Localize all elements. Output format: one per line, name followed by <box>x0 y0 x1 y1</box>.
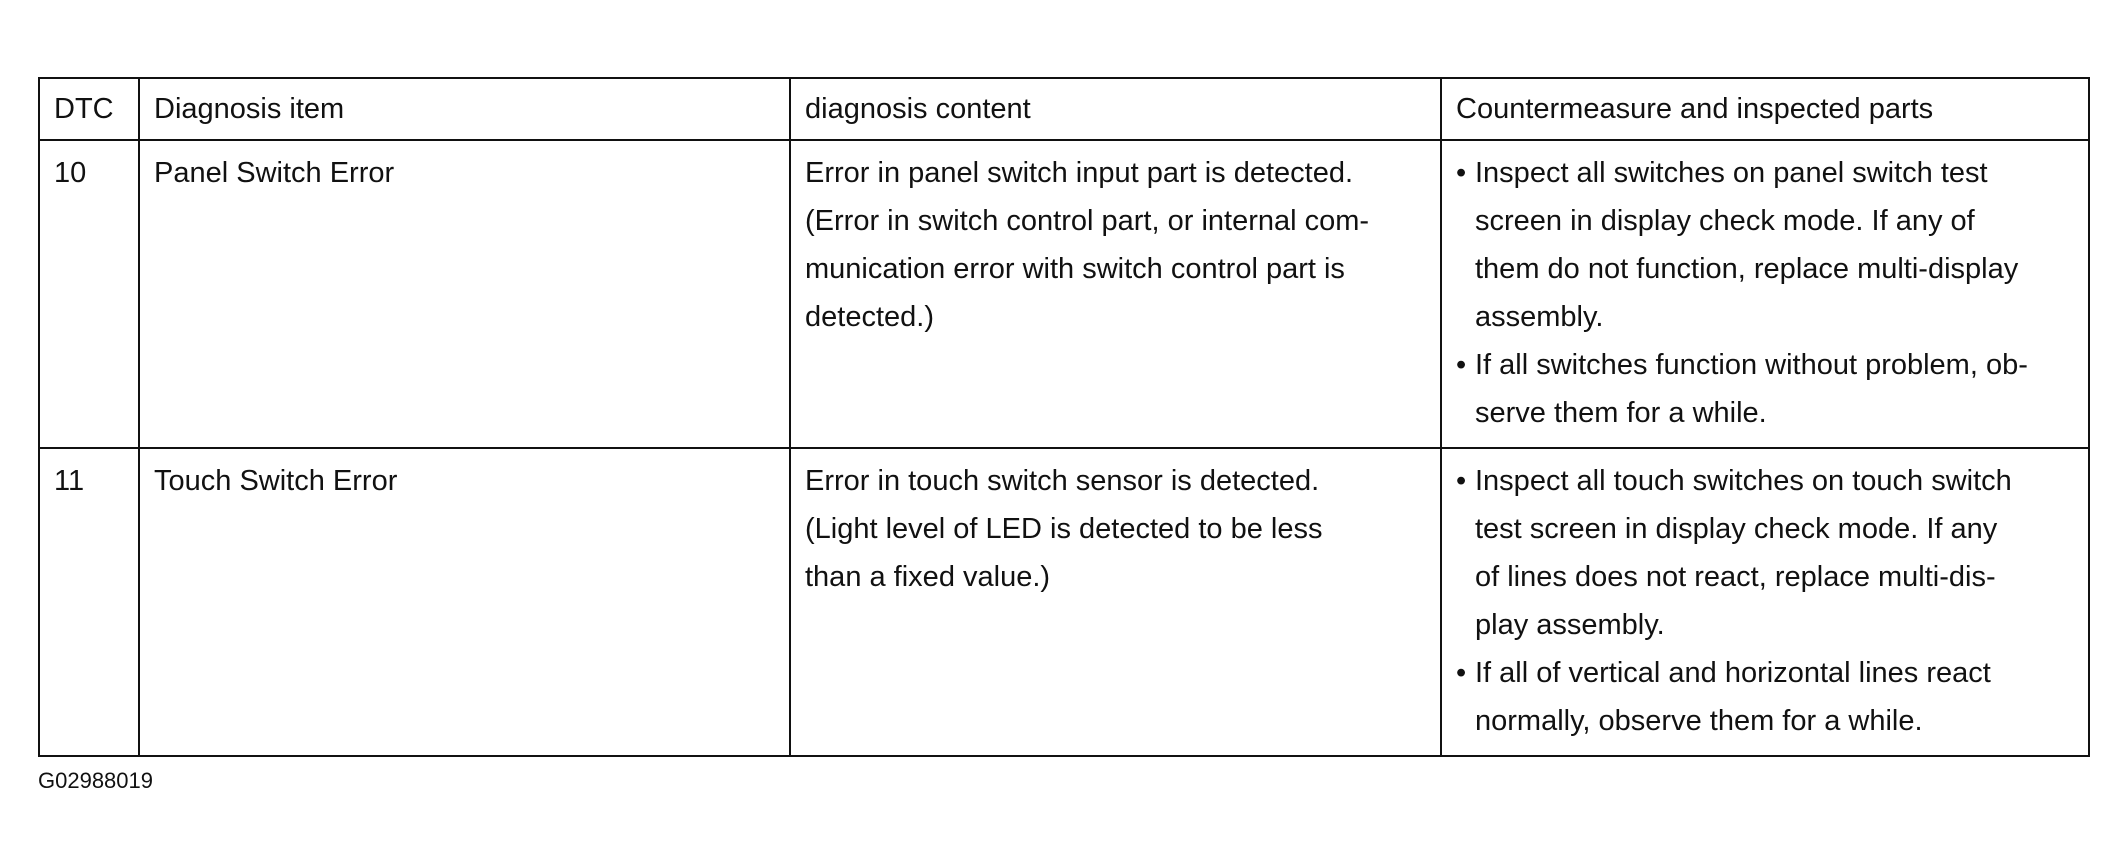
bullet-icon: • <box>1456 465 1467 497</box>
countermeasure-line: If all switches function without problem, ob- <box>1475 349 2028 381</box>
countermeasure-line: normally, observe them for a while. <box>1475 705 1923 737</box>
dtc-code: 10 <box>54 157 87 189</box>
header-countermeasure: Countermeasure and inspected parts <box>1441 78 2089 140</box>
bullet-icon: • <box>1456 157 1467 189</box>
countermeasure-bullet <box>1456 457 2074 649</box>
header-dtc: DTC <box>39 78 139 140</box>
dtc-code: 11 <box>54 465 85 497</box>
countermeasure-bullet <box>1456 149 2074 341</box>
countermeasure-line: If all of vertical and horizontal lines react <box>1475 657 1991 689</box>
content-line: Error in touch switch sensor is detected. <box>805 465 1320 497</box>
figure-id-label: G02988019 <box>38 768 153 793</box>
countermeasure-bullet <box>1456 341 2074 437</box>
cell-diagnosis-item <box>139 448 790 756</box>
cell-diagnosis-item <box>139 140 790 448</box>
countermeasure-bullet <box>1456 649 2074 745</box>
cell-diagnosis-content <box>790 140 1441 448</box>
countermeasure-line: Inspect all touch switches on touch switch <box>1475 465 2012 497</box>
table-row <box>39 140 2089 448</box>
countermeasure-line: play assembly. <box>1475 609 1665 641</box>
bullet-icon: • <box>1456 657 1467 689</box>
countermeasure-line: screen in display check mode. If any of <box>1475 205 1975 237</box>
header-diagnosis-content: diagnosis content <box>790 78 1441 140</box>
diagnosis-item-text: Touch Switch Error <box>154 465 398 497</box>
header-diagnosis-item: Diagnosis item <box>139 78 790 140</box>
content-line: detected.) <box>805 301 934 333</box>
cell-diagnosis-content <box>790 448 1441 756</box>
countermeasure-line: Inspect all switches on panel switch test <box>1475 157 1988 189</box>
cell-dtc <box>39 140 139 448</box>
cell-dtc <box>39 448 139 756</box>
dtc-diagnosis-table <box>38 77 2090 757</box>
content-line: munication error with switch control part is <box>805 253 1345 285</box>
countermeasure-line: test screen in display check mode. If any <box>1475 513 1998 545</box>
content-line: Error in panel switch input part is detected. <box>805 157 1354 189</box>
content-line: than a fixed value.) <box>805 561 1051 593</box>
diagnosis-item-text: Panel Switch Error <box>154 157 395 189</box>
content-line: (Error in switch control part, or internal com- <box>805 205 1370 237</box>
cell-countermeasure <box>1441 448 2089 756</box>
countermeasure-line: of lines does not react, replace multi-dis- <box>1475 561 1996 593</box>
content-line: (Light level of LED is detected to be less <box>805 513 1323 545</box>
bullet-icon: • <box>1456 349 1467 381</box>
countermeasure-line: assembly. <box>1475 301 1604 333</box>
countermeasure-line: them do not function, replace multi-display <box>1475 253 2019 285</box>
countermeasure-line: serve them for a while. <box>1475 397 1767 429</box>
table-row <box>39 448 2089 756</box>
cell-countermeasure <box>1441 140 2089 448</box>
table-header-row <box>39 78 2089 140</box>
